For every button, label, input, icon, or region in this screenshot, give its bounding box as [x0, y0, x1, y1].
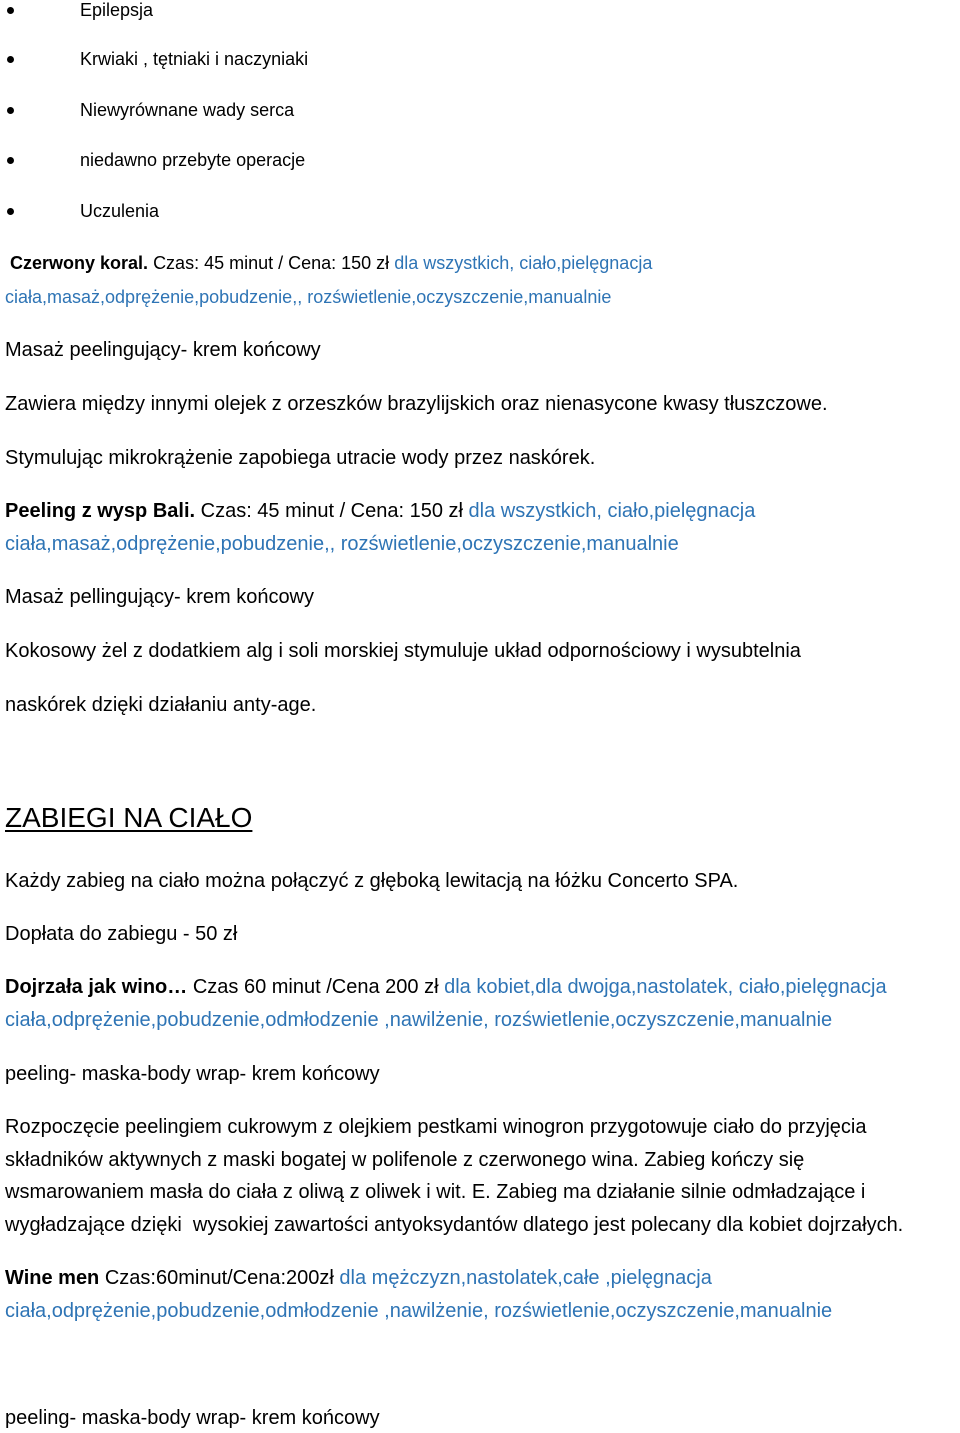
treatment-description-line: [5, 1180, 865, 1204]
bullet-icon: [7, 56, 14, 63]
treatment-categories-line: [5, 1008, 832, 1032]
treatment-categories: ciała,masaż,odprężenie,pobudzenie,, rozświetlenie,oczyszczenie,manualnie: [5, 533, 679, 555]
treatment-header: [10, 251, 652, 275]
contraindication-text: niedawno przebyte operacje: [80, 150, 306, 170]
treatment-procedure: [5, 1062, 380, 1086]
treatment-name: Wine men: [5, 1267, 100, 1289]
contraindication-text: Niewyrównane wady serca: [80, 100, 295, 120]
treatment-description-line: [5, 1148, 804, 1172]
treatment-procedure-text: Masaż pellingujący- krem końcowy: [5, 586, 315, 608]
treatment-description-text: naskórek dzięki działaniu anty-age.: [5, 694, 317, 716]
bullet-icon: [7, 107, 14, 114]
treatment-procedure: [5, 585, 314, 609]
bullet-icon: [7, 208, 14, 215]
treatment-time-price: Czas:60minut/Cena:200zł: [104, 1267, 334, 1289]
treatment-description-text: Zawiera między innymi olejek z orzeszków brazylijskich oraz nienasycone kwasy tłuszczowe.: [5, 393, 828, 415]
contraindication-item: [0, 201, 159, 221]
treatment-description-line: [5, 693, 316, 717]
treatment-procedure-text: Masaż peelingujący- krem końcowy: [5, 339, 321, 361]
treatment-header: [5, 1266, 712, 1290]
treatment-header: [5, 499, 755, 523]
treatment-description-text: wsmarowaniem masła do ciała z oliwą z oliwek i wit. E. Zabieg ma działanie silnie odmładzające i: [5, 1181, 866, 1203]
contraindication-text: Epilepsja: [80, 0, 154, 20]
treatment-description-text: Stymulując mikrokrążenie zapobiega utracie wody przez naskórek.: [5, 447, 596, 469]
treatment-categories: dla kobiet,dla dwojga,nastolatek, ciało,pielęgnacja: [444, 976, 887, 998]
treatment-description-text: wygładzające dzięki wysokiej zawartości antyoksydantów dlatego jest polecany dla kobiet dojrzałych.: [5, 1214, 904, 1236]
treatment-categories-line: [5, 1299, 832, 1323]
treatment-description-text: Rozpoczęcie peelingiem cukrowym z olejkiem pestkami winogron przygotowuje ciało do przyjęcia: [5, 1116, 867, 1138]
treatment-categories: dla mężczyzn,nastolatek,całe ,pielęgnacja: [339, 1267, 712, 1289]
treatment-categories: dla wszystkich, ciało,pielęgnacja: [394, 253, 653, 273]
contraindication-text: Krwiaki , tętniaki i naczyniaki: [80, 49, 309, 69]
bullet-icon: [7, 7, 14, 14]
treatment-time-price: Czas: 45 minut / Cena: 150 zł: [200, 500, 463, 522]
treatment-header: [5, 975, 887, 999]
treatment-procedure: [5, 338, 321, 362]
treatment-description-line: [5, 446, 595, 470]
treatment-description-line: [5, 392, 828, 416]
treatment-name: Dojrzała jak wino…: [5, 976, 188, 998]
treatment-procedure: [5, 1406, 380, 1430]
section-heading: ZABIEGI NA CIAŁO: [5, 802, 253, 833]
treatment-description-line: [5, 1115, 867, 1139]
treatment-name: Czerwony koral.: [10, 253, 149, 273]
contraindication-item: [0, 150, 305, 170]
treatment-description-text: Kokosowy żel z dodatkiem alg i soli morskiej stymuluje układ odpornościowy i wysubtelnia: [5, 640, 801, 662]
treatment-description-line: [5, 1213, 903, 1237]
contraindication-item: [0, 0, 153, 20]
treatment-procedure-text: peeling- maska-body wrap- krem końcowy: [5, 1407, 380, 1429]
treatment-categories-line: [5, 532, 679, 556]
contraindication-item: [0, 49, 308, 69]
section-note: [5, 869, 738, 893]
treatment-categories: dla wszystkich, ciało,pielęgnacja: [468, 500, 756, 522]
treatment-description-text: składników aktywnych z maski bogatej w polifenole z czerwonego wina. Zabieg kończy się: [5, 1149, 805, 1171]
treatment-name: Peeling z wysp Bali.: [5, 500, 196, 522]
bullet-icon: [7, 157, 14, 164]
contraindication-text: Uczulenia: [80, 201, 160, 221]
contraindication-item: [0, 100, 294, 120]
section-note: [5, 922, 237, 946]
treatment-procedure-text: peeling- maska-body wrap- krem końcowy: [5, 1063, 380, 1085]
treatment-time-price: Czas: 45 minut / Cena: 150 zł: [153, 253, 390, 273]
section-note-text: Każdy zabieg na ciało można połączyć z głęboką lewitacją na łóżku Concerto SPA.: [5, 870, 739, 892]
section-note-text: Dopłata do zabiegu - 50 zł: [5, 923, 238, 945]
treatment-categories: ciała,odprężenie,pobudzenie,odmłodzenie ,nawilżenie, rozświetlenie,oczyszczenie,manualnie: [5, 1009, 833, 1031]
treatment-description-line: [5, 639, 801, 663]
treatment-categories: ciała,odprężenie,pobudzenie,odmłodzenie ,nawilżenie, rozświetlenie,oczyszczenie,manualnie: [5, 1300, 833, 1322]
treatment-categories-line: [5, 285, 611, 309]
treatment-time-price: Czas 60 minut /Cena 200 zł: [192, 976, 439, 998]
treatment-categories: ciała,masaż,odprężenie,pobudzenie,, rozświetlenie,oczyszczenie,manualnie: [5, 287, 612, 307]
